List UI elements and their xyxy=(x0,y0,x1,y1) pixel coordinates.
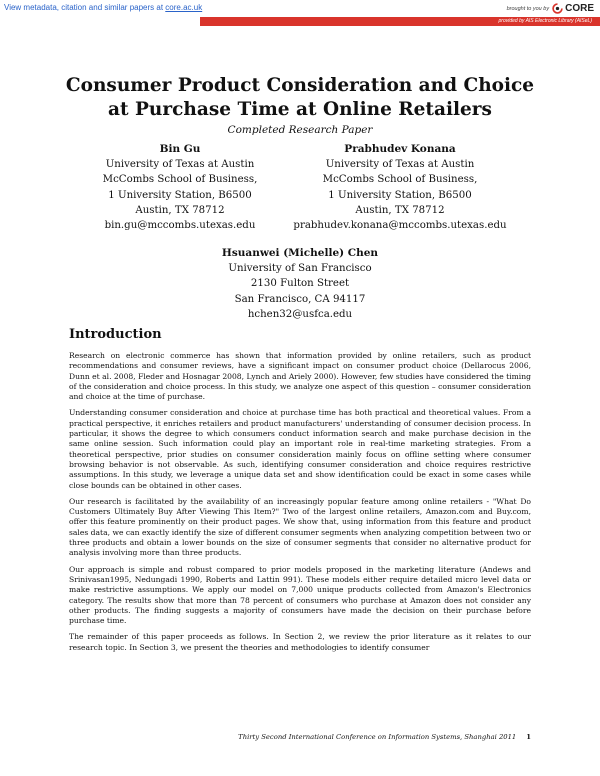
page-footer xyxy=(0,733,531,741)
core-brand: CORE xyxy=(565,3,594,14)
paper-title xyxy=(30,74,570,122)
author-email: bin.gu@mccombs.utexas.edu xyxy=(104,220,256,232)
body-text xyxy=(69,351,531,659)
page-number: 1 xyxy=(526,733,531,741)
core-logo[interactable] xyxy=(552,3,594,14)
brought-text: brought to you by xyxy=(506,5,550,12)
author-address: 1 University Station, B6500 xyxy=(108,189,252,201)
paper-title-line-2: at Purchase Time at Online Retailers xyxy=(108,99,492,120)
author-affiliation: University of San Francisco xyxy=(228,263,372,275)
core-metadata-link[interactable] xyxy=(4,3,202,12)
author-address: 2130 Fulton Street xyxy=(250,278,350,290)
paragraph: The remainder of this paper proceeds as follows. In Section 2, we review the prior literature as it relates to our research topic. In Section 3, we present the theories and methodologies to identify consumer xyxy=(69,632,531,652)
author-email: prabhudev.konana@mccombs.utexas.edu xyxy=(293,220,507,232)
author-city: Austin, TX 78712 xyxy=(135,204,225,216)
paragraph: Understanding consumer consideration and choice at purchase time has both practical and theoretical values. From a practical perspective, it enriches retailers and product manufacturers' understanding of consumer decision process. In particular, it shows the degree to which consumers conduct information search and make purchase decision in the same online session. Such information could play an important role in real-time marketing strategies. From a theoretical perspective, prior studies on consumer consideration mainly focus on offline setting where consumer browsing behavior is not observable. As such, identifying consumer consideration and choice requires restrictive assumptions. In this study, we leverage a unique data set and show identification could be exact in some cases while close bounds can be obtained in other cases. xyxy=(69,408,531,490)
author-affiliation: University of Texas at Austin xyxy=(325,159,475,171)
core-logo-icon xyxy=(552,3,563,14)
core-link-site[interactable]: core.ac.uk xyxy=(165,3,203,12)
author-dept: McCombs School of Business, xyxy=(322,174,478,186)
paper-type: Completed Research Paper xyxy=(227,124,373,136)
author-city: San Francisco, CA 94117 xyxy=(234,293,366,305)
author-name: Bin Gu xyxy=(159,143,201,155)
author-dept: McCombs School of Business, xyxy=(102,174,258,186)
author-block xyxy=(290,142,510,233)
core-link-prefix: View metadata, citation and similar papers at xyxy=(4,3,166,12)
author-email: hchen32@usfca.edu xyxy=(247,308,353,320)
author-city: Austin, TX 78712 xyxy=(355,204,445,216)
section-heading: Introduction xyxy=(69,327,162,342)
author-affiliation: University of Texas at Austin xyxy=(105,159,255,171)
paragraph: Research on electronic commerce has shown that information provided by online retailers, such as product recommendations and consumer reviews, have a significant impact on consumer product choice (Dellarocus 2006, Dunn et al. 2008, Fleder and Hosnagar 2008, Lynch and Ariely 2000). However, few studies have considered the timing of the consideration and choice process. In this study, we analyze one aspect of this question – consumer consideration and choice at the time of purchase. xyxy=(69,351,531,402)
author-name: Prabhudev Konana xyxy=(344,143,456,155)
core-banner xyxy=(0,0,600,26)
paragraph: Our research is facilitated by the availability of an increasingly popular feature among online retailers - "What Do Customers Ultimately Buy After Viewing This Item?" Two of the largest online retailers, Amazon.com and Buy.com, offer this feature prominently on their product pages. We show that, using information from this feature and product sales data, we can exactly identify the size of different consumer segments when analyzing competition between two or three products and obtain a lower bounds on the size of consumer segments that consider no alternative product for analysis involving more than three products. xyxy=(69,496,531,558)
author-block xyxy=(190,246,410,322)
conference-name: Thirty Second International Conference on Information Systems, Shanghai 2011 xyxy=(238,733,517,741)
paragraph: Our approach is simple and robust compared to prior models proposed in the marketing literature (Andews and Srinivasan1995, Nedungadi 1990, Roberts and Lattin 991). These models either require detailed micro level data or make restrictive assumptions. We apply our model on 7,000 unique products collected from Amazon's Electronics category. The results show that more than 78 percent of consumers who purchase at Amazon does not consider any other products. The finding suggests a majority of consumers have made the decision on their purchase before purchase time. xyxy=(69,564,531,626)
provided-by-bar[interactable]: provided by AIS Electronic Library (AISeL) xyxy=(200,17,600,26)
paper-title-line-1: Consumer Product Consideration and Choice xyxy=(65,75,535,96)
brought-to-you-by[interactable] xyxy=(507,3,594,14)
author-address: 1 University Station, B6500 xyxy=(328,189,472,201)
author-block xyxy=(80,142,280,233)
author-name: Hsuanwei (Michelle) Chen xyxy=(221,247,379,259)
